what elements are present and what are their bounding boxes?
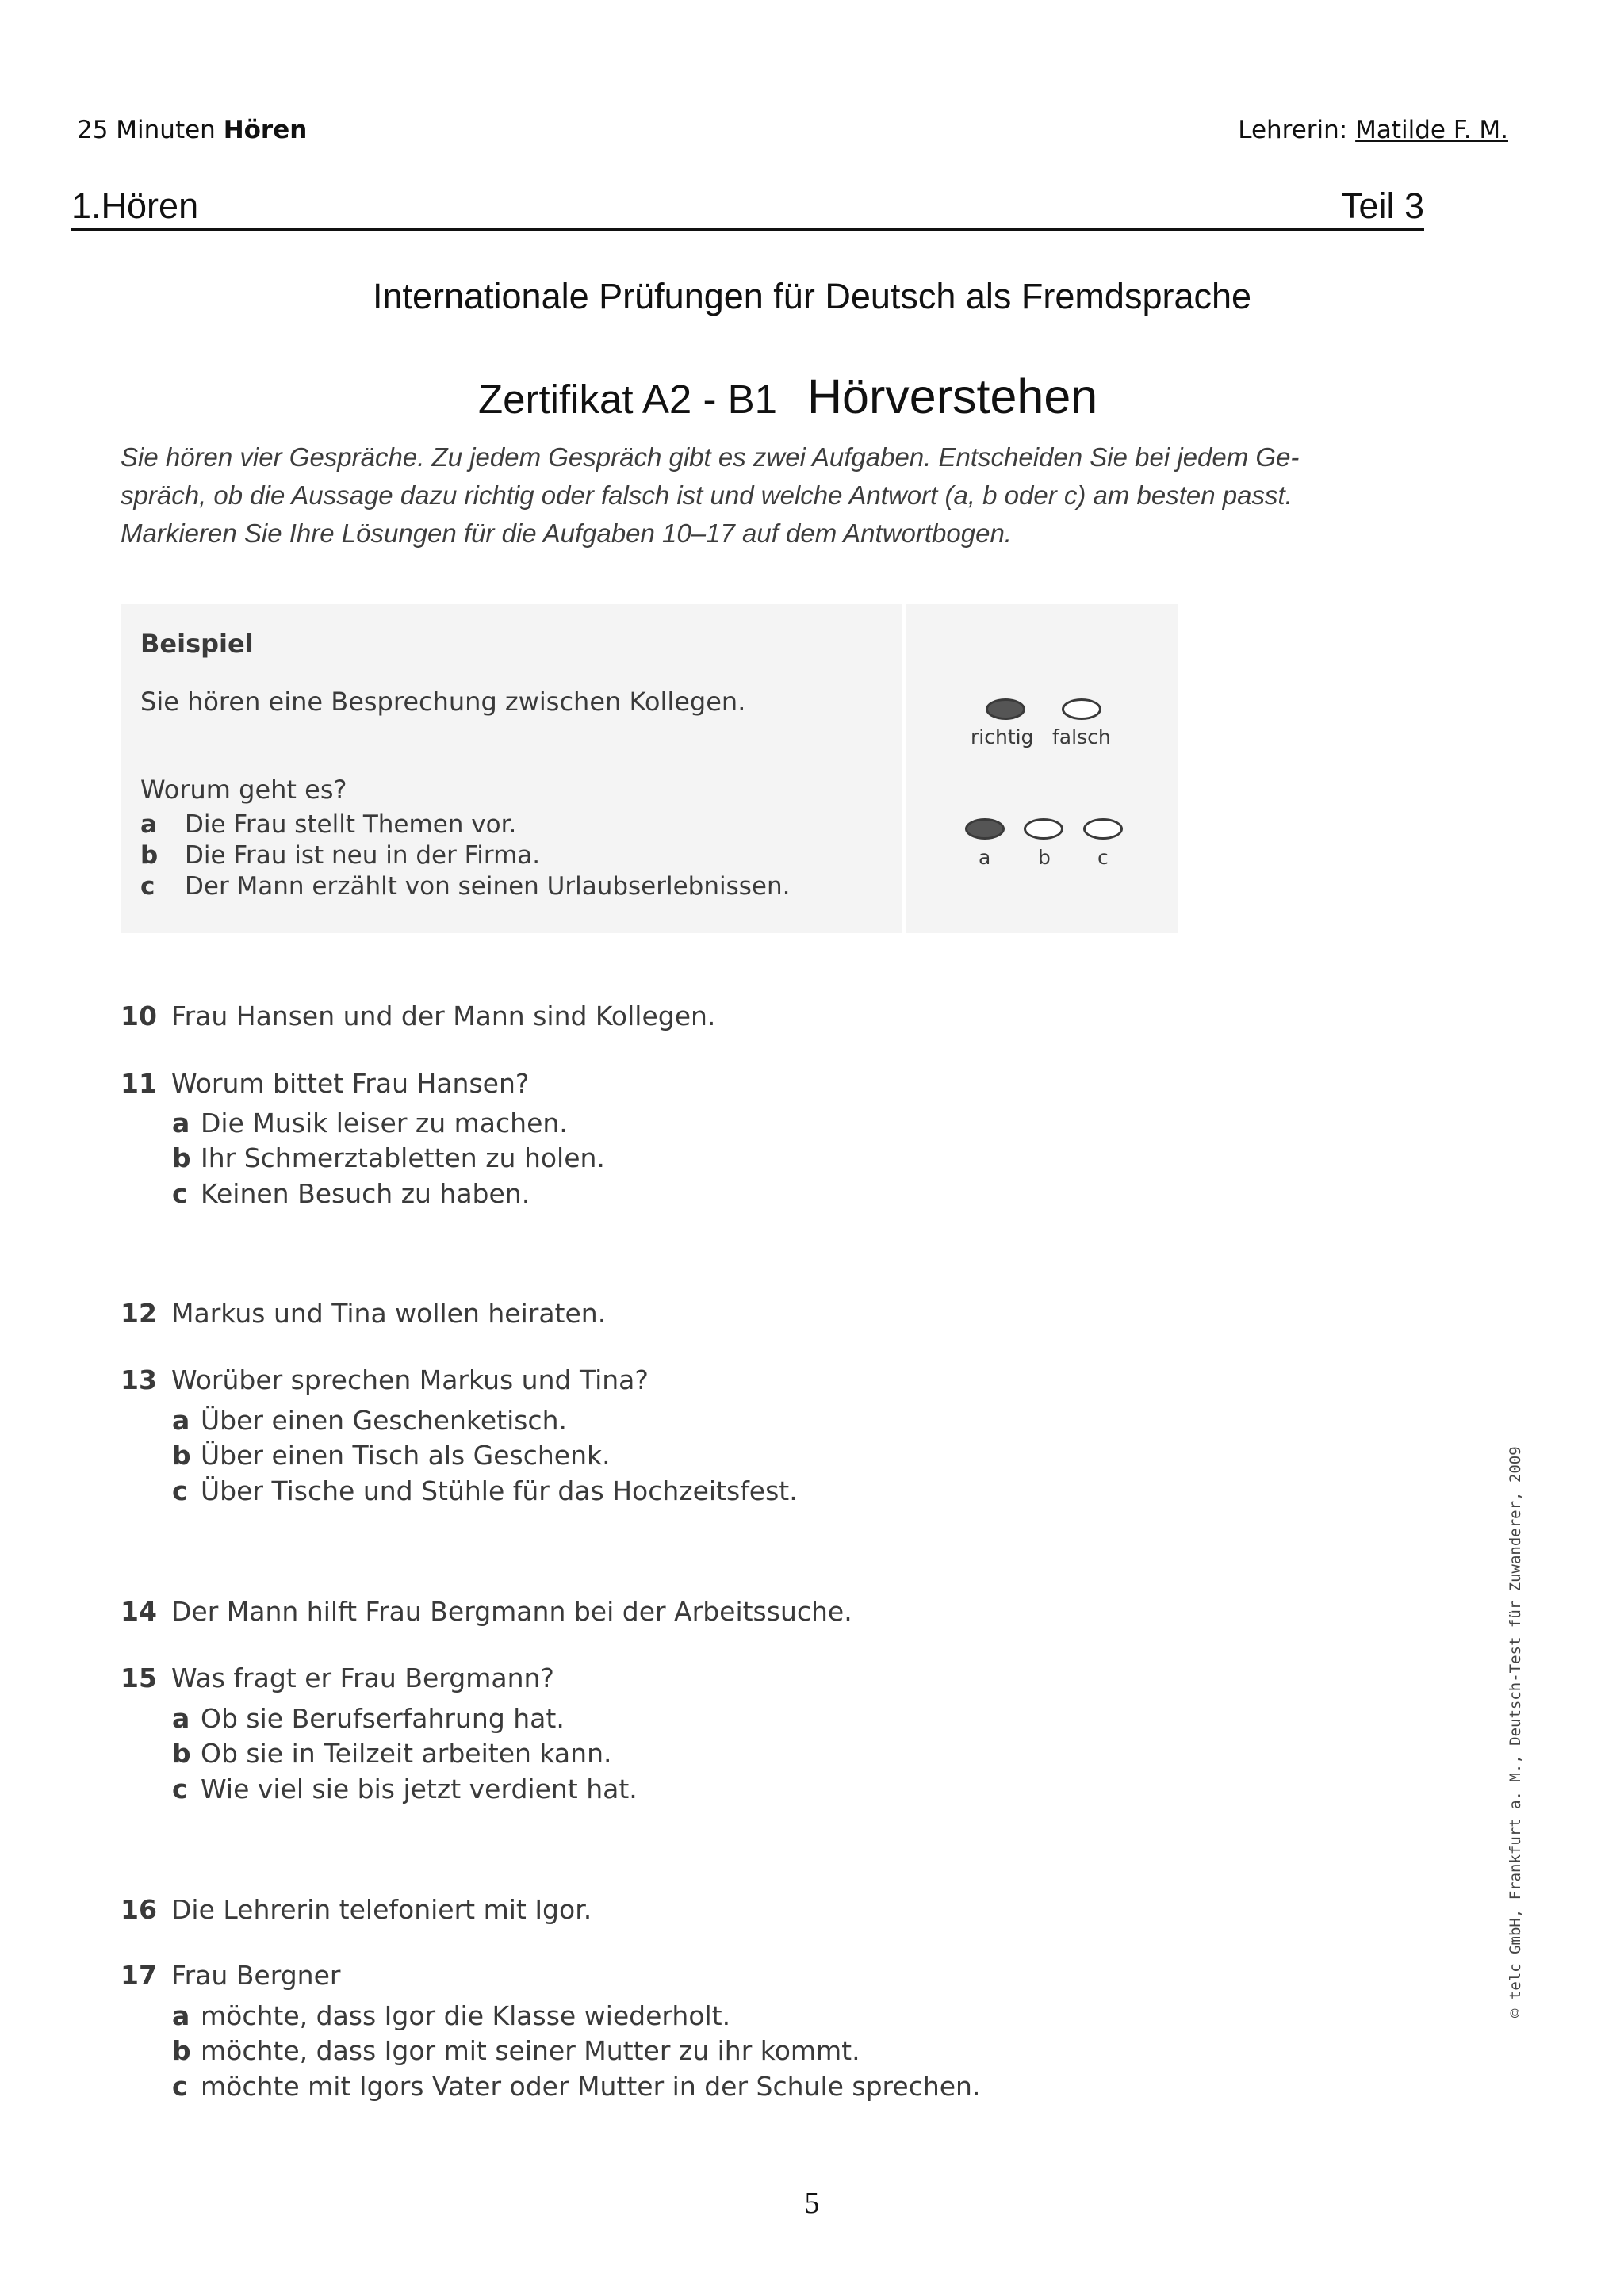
skill-title: Hörverstehen <box>806 369 1098 423</box>
example-question: Worum geht es? <box>140 775 347 805</box>
copyright-notice: © telc GmbH, Frankfurt a. M., Deutsch-Test für Zuwanderer, 2009 <box>1507 1446 1524 2018</box>
option-letter: c <box>172 2071 188 2102</box>
question-number: 14 <box>121 1596 157 1627</box>
answer-option <box>172 2035 860 2066</box>
instructions-line: Markieren Sie Ihre Lösungen für die Aufgaben 10–17 auf dem Antwortbogen. <box>121 519 1012 548</box>
option-text: Über einen Tisch als Geschenk. <box>201 1440 611 1471</box>
section-divider <box>71 186 1424 231</box>
option-c-label: c <box>1097 846 1109 869</box>
question-text: Worum bittet Frau Hansen? <box>171 1068 530 1099</box>
page-number: 5 <box>804 2187 820 2220</box>
falsch-label: falsch <box>1052 725 1111 748</box>
answer-option <box>172 1774 638 1804</box>
example-heading: Beispiel <box>140 629 254 659</box>
option-a-mark-filled <box>965 818 1005 840</box>
option-letter: b <box>172 1142 191 1173</box>
question-text: Worüber sprechen Markus und Tina? <box>171 1364 649 1395</box>
option-text: möchte, dass Igor die Klasse wiederholt. <box>201 2000 731 2031</box>
option-letter: b <box>172 1440 191 1471</box>
teacher-label <box>1238 116 1508 144</box>
question-text: Frau Bergner <box>171 1960 341 1991</box>
question-item <box>121 1663 554 1693</box>
question-text: Frau Hansen und der Mann sind Kollegen. <box>171 1001 716 1031</box>
option-b-label: b <box>1038 846 1051 869</box>
option-text: Die Frau ist neu in der Firma. <box>185 841 541 870</box>
question-item <box>121 1960 340 1991</box>
option-text: Ihr Schmerztabletten zu holen. <box>201 1142 605 1173</box>
option-letter: b <box>172 1738 191 1769</box>
question-item <box>121 1001 715 1031</box>
option-b-mark-empty <box>1024 818 1063 840</box>
duration-label <box>77 116 307 144</box>
option-text: Ob sie Berufserfahrung hat. <box>201 1703 565 1734</box>
option-text: Der Mann erzählt von seinen Urlaubserlebnissen. <box>185 872 791 901</box>
teacher-name: Matilde F. M. <box>1355 116 1508 144</box>
question-text: Was fragt er Frau Bergmann? <box>171 1663 554 1693</box>
question-number: 15 <box>121 1663 157 1693</box>
question-number: 10 <box>121 1001 157 1031</box>
answer-option <box>172 1475 798 1506</box>
option-letter: b <box>172 2035 191 2066</box>
question-number: 13 <box>121 1364 157 1395</box>
richtig-label: richtig <box>971 725 1034 748</box>
example-scenario: Sie hören eine Besprechung zwischen Kollegen. <box>140 687 746 717</box>
teacher-prefix: Lehrerin: <box>1238 116 1356 144</box>
exam-title: Internationale Prüfungen für Deutsch als Fremdsprache <box>372 276 1252 316</box>
option-text: Ob sie in Teilzeit arbeiten kann. <box>201 1738 612 1769</box>
example-option <box>140 872 791 901</box>
answer-option <box>172 1108 568 1138</box>
question-item <box>121 1364 649 1395</box>
duration-prefix: 25 Minuten <box>77 116 224 144</box>
question-text: Die Lehrerin telefoniert mit Igor. <box>171 1894 592 1925</box>
option-a-label: a <box>979 846 991 869</box>
option-letter: a <box>172 1703 190 1734</box>
instructions-line: spräch, ob die Aussage dazu richtig oder falsch ist und welche Antwort (a, b oder c) am besten passt. <box>121 480 1293 510</box>
question-item <box>121 1068 529 1099</box>
option-letter: b <box>140 841 159 870</box>
option-text: möchte mit Igors Vater oder Mutter in der Schule sprechen. <box>201 2071 981 2102</box>
option-text: Die Musik leiser zu machen. <box>201 1108 568 1138</box>
option-letter: c <box>140 872 155 901</box>
question-text: Der Mann hilft Frau Bergmann bei der Arbeitssuche. <box>171 1596 852 1627</box>
duration-skill: Hören <box>223 116 308 144</box>
question-item <box>121 1894 592 1925</box>
option-letter: a <box>172 1405 190 1436</box>
question-number: 17 <box>121 1960 157 1991</box>
option-letter: a <box>172 1108 190 1138</box>
question-number: 12 <box>121 1298 157 1329</box>
question-number: 11 <box>121 1068 157 1099</box>
option-text: Wie viel sie bis jetzt verdient hat. <box>201 1774 638 1804</box>
answer-option <box>172 1405 567 1436</box>
question-number: 16 <box>121 1894 157 1925</box>
richtig-mark-filled <box>986 698 1025 720</box>
section-part: Teil 3 <box>1340 186 1424 226</box>
option-text: Die Frau stellt Themen vor. <box>185 810 517 839</box>
answer-option <box>172 1440 611 1471</box>
option-c-mark-empty <box>1083 818 1123 840</box>
answer-option <box>172 2071 980 2102</box>
question-item <box>121 1298 606 1329</box>
option-text: Über Tische und Stühle für das Hochzeitsfest. <box>201 1475 798 1506</box>
option-letter: a <box>140 810 157 839</box>
option-letter: c <box>172 1475 188 1506</box>
example-answer-area <box>906 604 1178 933</box>
question-text: Markus und Tina wollen heiraten. <box>171 1298 607 1329</box>
option-letter: a <box>172 2000 190 2031</box>
instructions <box>121 438 1516 553</box>
answer-option <box>172 1178 530 1209</box>
falsch-mark-empty <box>1062 698 1101 720</box>
certificate-level: Zertifikat A2 - B1 <box>478 377 777 422</box>
option-letter: c <box>172 1774 188 1804</box>
instructions-line: Sie hören vier Gespräche. Zu jedem Gespräch gibt es zwei Aufgaben. Entscheiden Sie bei jedem Ge- <box>121 442 1300 472</box>
option-text: Über einen Geschenketisch. <box>201 1405 567 1436</box>
example-option <box>140 841 540 870</box>
answer-option <box>172 1738 611 1769</box>
option-letter: c <box>172 1178 188 1209</box>
option-text: Keinen Besuch zu haben. <box>201 1178 530 1209</box>
question-item <box>121 1596 852 1627</box>
section-title: 1.Hören <box>71 186 199 226</box>
answer-option <box>172 1142 605 1173</box>
example-option <box>140 810 516 839</box>
option-text: möchte, dass Igor mit seiner Mutter zu ihr kommt. <box>201 2035 860 2066</box>
answer-option <box>172 1703 565 1734</box>
answer-option <box>172 2000 730 2031</box>
certificate-title <box>478 369 1097 424</box>
